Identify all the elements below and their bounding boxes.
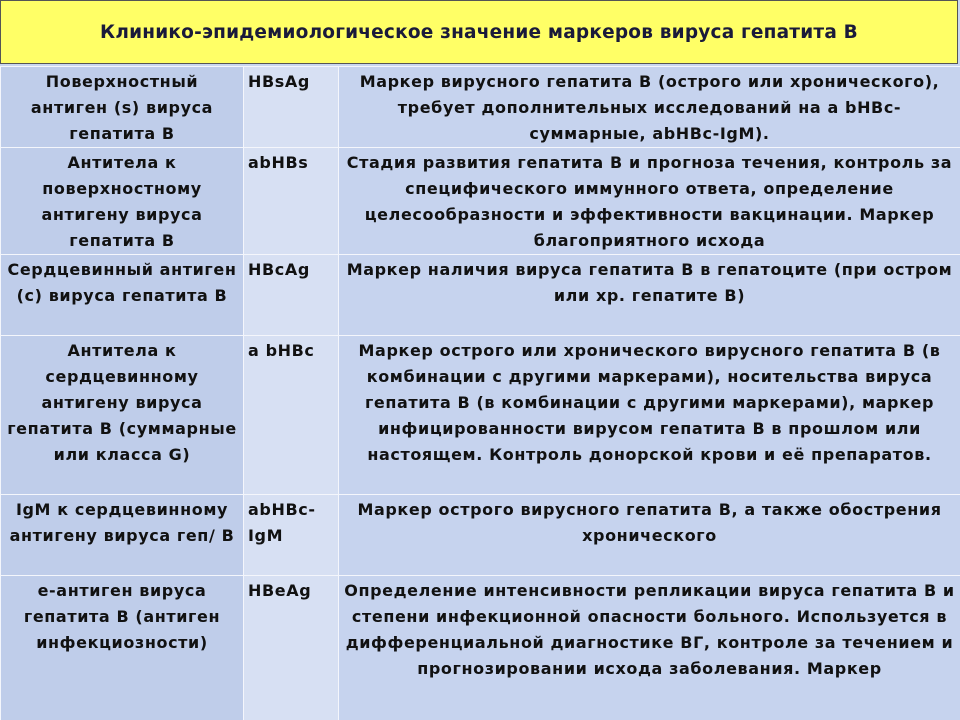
- marker-code-cell: HBcAg: [244, 255, 339, 336]
- table-row: [1, 255, 960, 336]
- marker-name-cell: Поверхностный антиген (s) вируса гепатита В: [1, 67, 244, 148]
- marker-code-cell: HBeAg: [244, 576, 339, 720]
- table-row: [1, 148, 960, 255]
- marker-name-cell: Сердцевинный антиген (с) вируса гепатита В: [1, 255, 244, 336]
- marker-code-cell: HBsAg: [244, 67, 339, 148]
- marker-name-cell: Антитела к сердцевинному антигену вируса гепатита В (суммарные или класса G): [1, 336, 244, 495]
- table-row: [1, 336, 960, 495]
- marker-description-cell: Маркер острого вирусного гепатита В, а также обострения хронического: [339, 495, 960, 576]
- marker-description-cell: Маркер вирусного гепатита В (острого или хронического), требует дополнительных исследований на а bHBc-суммарные, abHBc-IgM).: [339, 67, 960, 148]
- table-row: [1, 576, 960, 720]
- page-title: Клинико-эпидемиологическое значение маркеров вируса гепатита В: [100, 21, 858, 43]
- table-row: [1, 67, 960, 148]
- marker-description-cell: Определение интенсивности репликации вируса гепатита В и степени инфекционной опасности больного. Используется в дифференциальной диагностике ВГ, контроле за течением и прогнозировании исхода заболевания. Маркер: [339, 576, 960, 720]
- marker-name-cell: Антитела к поверхностному антигену вируса гепатита В: [1, 148, 244, 255]
- marker-description-cell: Маркер наличия вируса гепатита В в гепатоците (при остром или хр. гепатите В): [339, 255, 960, 336]
- markers-table: [0, 66, 960, 720]
- marker-description-cell: Маркер острого или хронического вирусного гепатита В (в комбинации с другими маркерами), носительства вируса гепатита В (в комбинации с другими маркерами), маркер инфицированности вирусом гепатита В в прошлом или настоящем. Контроль донорской крови и её препаратов.: [339, 336, 960, 495]
- table-row: [1, 495, 960, 576]
- marker-name-cell: IgM к сердцевинному антигену вируса геп/ В: [1, 495, 244, 576]
- marker-name-cell: е-антиген вируса гепатита В (антиген инфекциозности): [1, 576, 244, 720]
- marker-description-cell: Стадия развития гепатита В и прогноза течения, контроль за специфического иммунного ответа, определение целесообразности и эффективности вакцинации. Маркер благоприятного исхода: [339, 148, 960, 255]
- title-banner: [0, 0, 958, 64]
- marker-code-cell: abHBc-IgM: [244, 495, 339, 576]
- marker-code-cell: abHBs: [244, 148, 339, 255]
- marker-code-cell: a bHBc: [244, 336, 339, 495]
